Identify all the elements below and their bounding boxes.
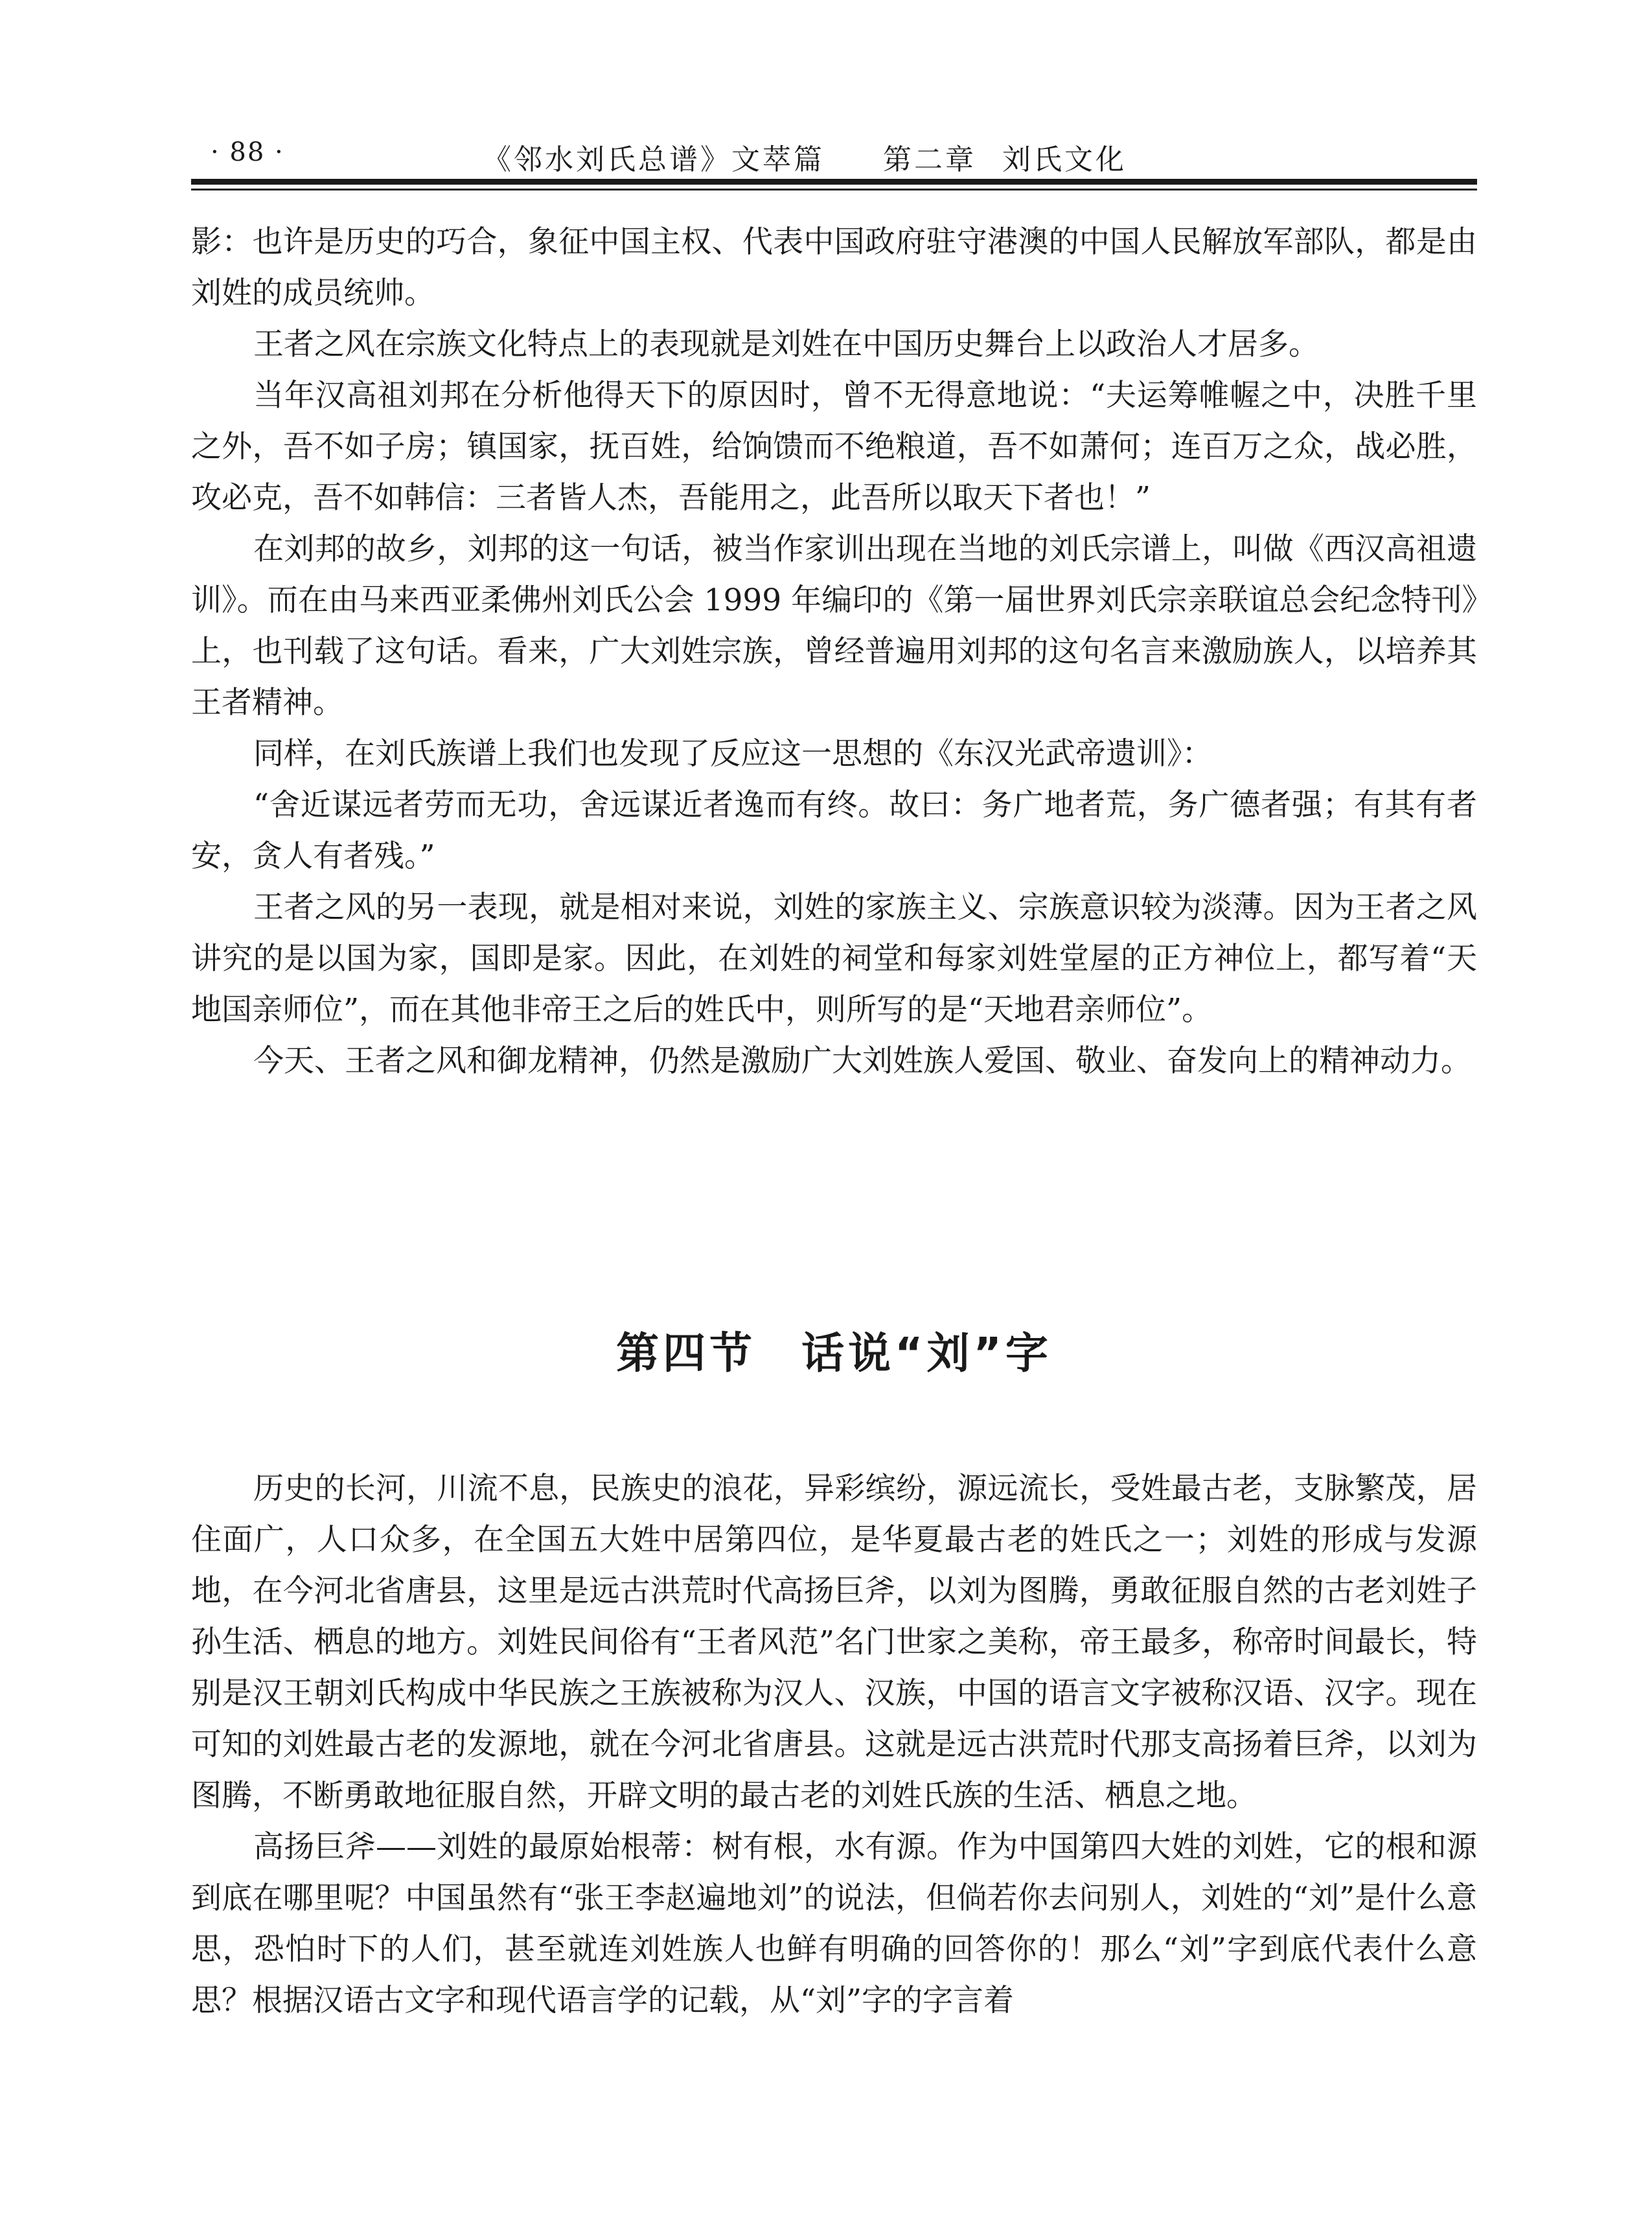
book-title: 《邻水刘氏总谱》文萃篇 xyxy=(483,143,825,176)
page-header xyxy=(191,136,1474,175)
chapter-title: 刘氏文化 xyxy=(1002,143,1127,176)
paragraph: 历史的长河，川流不息，民族史的浪花，异彩缤纷，源远流长，受姓最古老，支脉繁茂，居住面广，人口众多，在全国五大姓中居第四位，是华夏最古老的姓氏之一；刘姓的形成与发源地，在今河北省唐县，这里是远古洪荒时代高扬巨斧，以刘为图腾，勇敢征服自然的古老刘姓子孙生活、栖息的地方。刘姓民间俗有“王者风范”名门世家之美称，帝王最多，称帝时间最长，特别是汉王朝刘氏构成中华民族之王族被称为汉人、汉族，中国的语言文字被称汉语、汉字。现在可知的刘姓最古老的发源地，就在今河北省唐县。这就是远古洪荒时代那支高扬着巨斧，以刘为图腾，不断勇敢地征服自然，开辟文明的最古老的刘姓氏族的生活、栖息之地。 xyxy=(191,1471,1477,1814)
paragraph: 王者之风在宗族文化特点上的表现就是刘姓在中国历史舞台上以政治人才居多。 xyxy=(253,327,1319,362)
paragraph: 同样，在刘氏族谱上我们也发现了反应这一思想的《东汉光武帝遗训》： xyxy=(253,736,1213,772)
paragraph: 当年汉高祖刘邦在分析他得天下的原因时，曾不无得意地说：“夫运筹帷幄之中，决胜千里之外，吾不如子房；镇国家，抚百姓，给饷馈而不绝粮道，吾不如萧何；连百万之众，战必胜，攻必克，吾不如韩信：三者皆人杰，吾能用之，此吾所以取天下者也！” xyxy=(191,378,1477,516)
section-number: 第四节 xyxy=(616,1328,757,1378)
top-text-block xyxy=(191,216,1477,1087)
header-rule-thick xyxy=(191,179,1477,185)
section-title: 话说“刘”字 xyxy=(801,1328,1052,1378)
paragraph: 高扬巨斧——刘姓的最原始根蒂：树有根，水有源。作为中国第四大姓的刘姓，它的根和源到底在哪里呢？中国虽然有“张王李赵遍地刘”的说法，但倘若你去问别人，刘姓的“刘”是什么意思，恐怕时下的人们，甚至就连刘姓族人也鲜有明确的回答你的！那么“刘”字到底代表什么意思？根据汉语古文字和现代语言学的记载，从“刘”字的字言着 xyxy=(191,1829,1477,2018)
paragraph: 今天、王者之风和御龙精神，仍然是激励广大刘姓族人爱国、敬业、奋发向上的精神动力。 xyxy=(253,1043,1471,1079)
paragraph: 影：也许是历史的巧合，象征中国主权、代表中国政府驻守港澳的中国人民解放军部队，都是由刘姓的成员统帅。 xyxy=(191,224,1477,311)
running-title xyxy=(483,136,1127,178)
section-heading xyxy=(191,1319,1477,1380)
header-rule-thin xyxy=(191,189,1477,190)
page-number: · 88 · xyxy=(211,137,284,167)
paragraph: 在刘邦的故乡，刘邦的这一句话，被当作家训出现在当地的刘氏宗谱上，叫做《西汉高祖遗训》。而在由马来西亚柔佛州刘氏公会 1999 年编印的《第一届世界刘氏宗亲联谊总会纪念特刊》上，也刊载了这句话。看来，广大刘姓宗族，曾经普遍用刘邦的这句名言来激励族人，以培养其王者精神。 xyxy=(191,531,1477,721)
bottom-text-block xyxy=(191,1463,1477,2026)
chapter-number: 第二章 xyxy=(883,143,976,176)
quotation-paragraph: “舍近谋远者劳而无功，舍远谋近者逸而有终。故曰：务广地者荒，务广德者强；有其有者安，贪人有者残。” xyxy=(191,787,1477,874)
paragraph: 王者之风的另一表现，就是相对来说，刘姓的家族主义、宗族意识较为淡薄。因为王者之风讲究的是以国为家，国即是家。因此，在刘姓的祠堂和每家刘姓堂屋的正方神位上，都写着“天地国亲师位”，而在其他非帝王之后的姓氏中，则所写的是“天地君亲师位”。 xyxy=(191,890,1477,1028)
